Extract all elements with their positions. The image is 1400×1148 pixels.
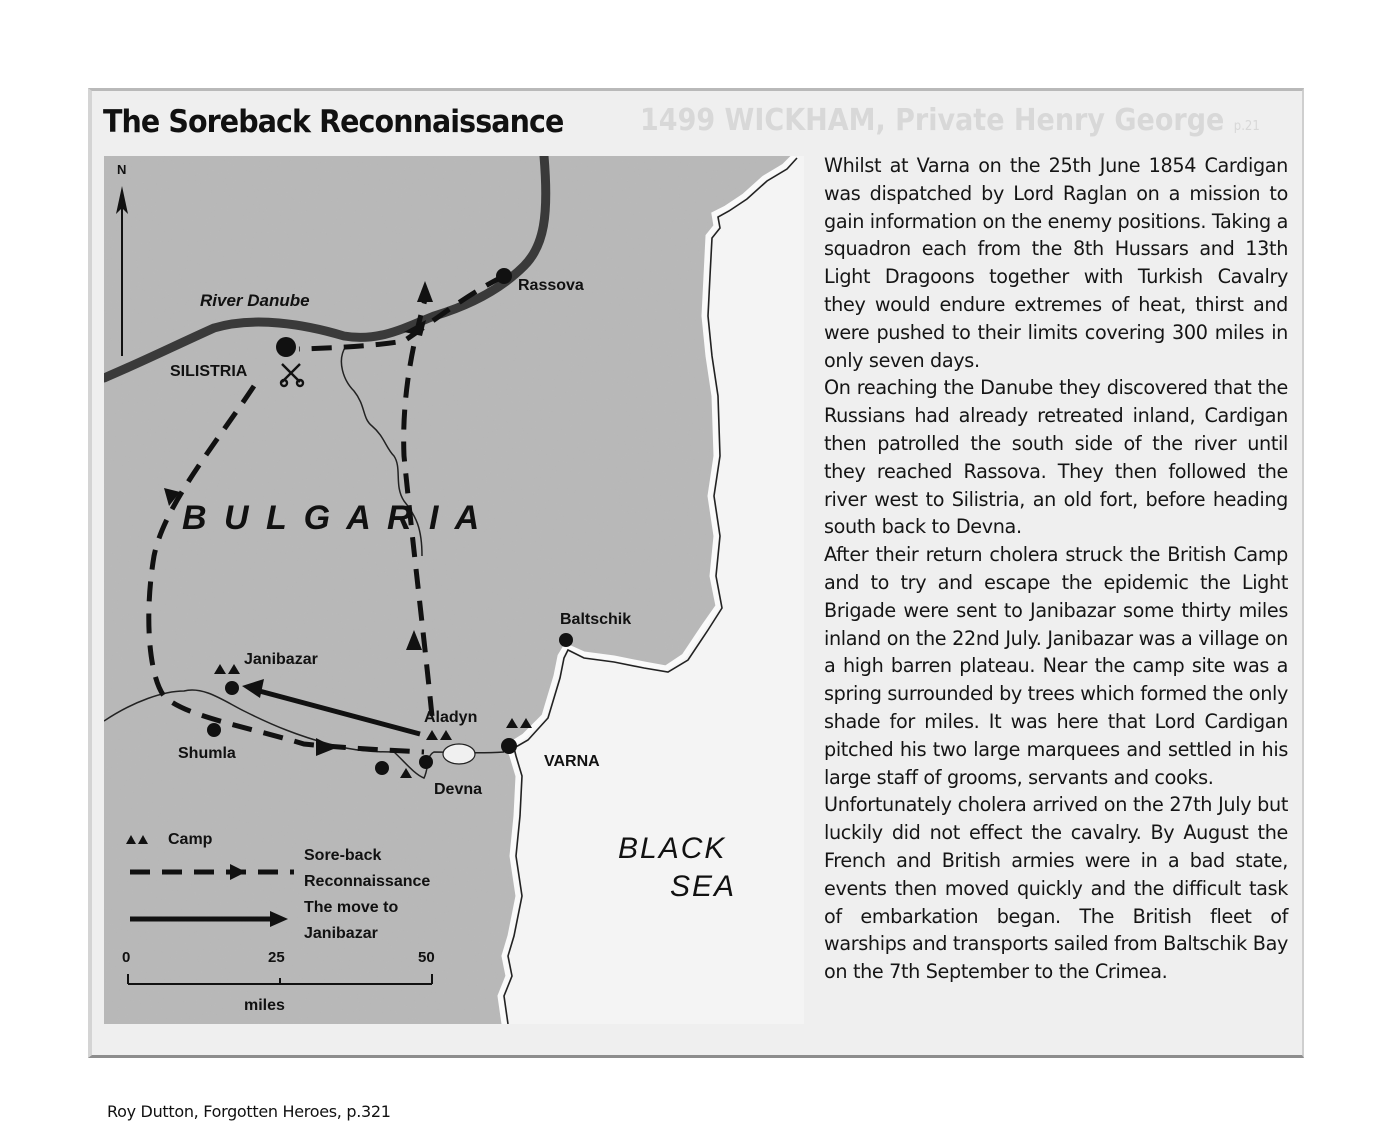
legend-reconnaissance-label-2: Reconnaissance: [304, 873, 431, 890]
sea-label-line2: SEA: [670, 870, 737, 903]
scale-tick-50: 50: [418, 949, 435, 966]
citation: Roy Dutton, Forgotten Heroes, p.321: [107, 1102, 391, 1121]
town-marker-varna: [501, 738, 517, 754]
town-marker-silistria: [276, 337, 296, 357]
lake: [443, 744, 475, 764]
article-paragraph: On reaching the Danube they discovered that the Russians had already retreated inland, Cardigan then patrolled the south side of the river until they reached Rassova. They then followed the river west to Silistria, an old fort, before heading south back to Devna.: [824, 376, 1288, 539]
legend-move-label-2: Janibazar: [304, 925, 378, 942]
article-paragraph: Whilst at Varna on the 25th June 1854 Cardigan was dispatched by Lord Raglan on a mission to gain information on the enemy positions. Taking a squadron each from the 8th Hussars and 13th Light Dragoons together with Turkish Cavalry they would endure extremes of heat, thirst and were pushed to their limits covering 300 miles in only seven days.: [824, 154, 1288, 372]
place-label-aladyn: Aladyn: [424, 709, 478, 726]
town-marker-devna-west: [375, 761, 389, 775]
town-marker-rassova: [496, 268, 512, 284]
place-label-baltschik: Baltschik: [560, 611, 632, 628]
page-title: The Soreback Reconnaissance: [103, 104, 564, 140]
bleed-through-heading: [640, 103, 1260, 138]
legend-camp-label: Camp: [168, 831, 213, 848]
map: [104, 156, 804, 1024]
place-label-janibazar: Janibazar: [244, 651, 318, 668]
town-marker-devna: [419, 755, 433, 769]
river-danube-label: River Danube: [200, 291, 310, 310]
scale-tick-0: 0: [122, 949, 131, 966]
place-label-silistria: SILISTRIA: [170, 363, 248, 380]
scale-tick-25: 25: [268, 949, 285, 966]
place-label-varna: VARNA: [544, 753, 600, 770]
town-marker-baltschik: [559, 633, 573, 647]
article-paragraph: After their return cholera struck the British Camp and to try and escape the epidemic the Light Brigade were sent to Janibazar some thirty miles inland on the 22nd July. Janibazar was a village on a high barren plateau. Near the camp site was a spring surrounded by trees which formed the only shade for miles. It was here that Lord Cardigan pitched his two large marquees and settled in his large staff of grooms, servants and cooks.: [824, 543, 1288, 789]
country-label-bulgaria: B U L G A R I A: [182, 499, 484, 537]
place-label-shumla: Shumla: [178, 745, 236, 762]
place-label-rassova: Rassova: [518, 277, 584, 294]
place-label-devna: Devna: [434, 781, 483, 798]
bleed-through-page: p.21: [1233, 119, 1260, 134]
scale-unit-label: miles: [244, 997, 285, 1014]
legend-move-label-1: The move to: [304, 899, 399, 916]
north-label: N: [117, 162, 127, 177]
legend-reconnaissance-label-1: Sore-back: [304, 847, 382, 864]
bleed-through-text: 1499 WICKHAM, Private Henry George: [640, 103, 1225, 138]
town-marker-janibazar: [225, 681, 239, 695]
article-text: [824, 152, 1288, 986]
town-marker-shumla: [207, 723, 221, 737]
sea-label-line1: BLACK: [618, 832, 727, 865]
article-paragraph: Unfortunately cholera arrived on the 27th July but luckily did not effect the cavalry. By August the French and British armies were in a bad state, events then moved quickly and the difficult task of embarkation began. The British fleet of warships and transports sailed from Baltschik Bay on the 7th September to the Crimea.: [824, 793, 1288, 984]
